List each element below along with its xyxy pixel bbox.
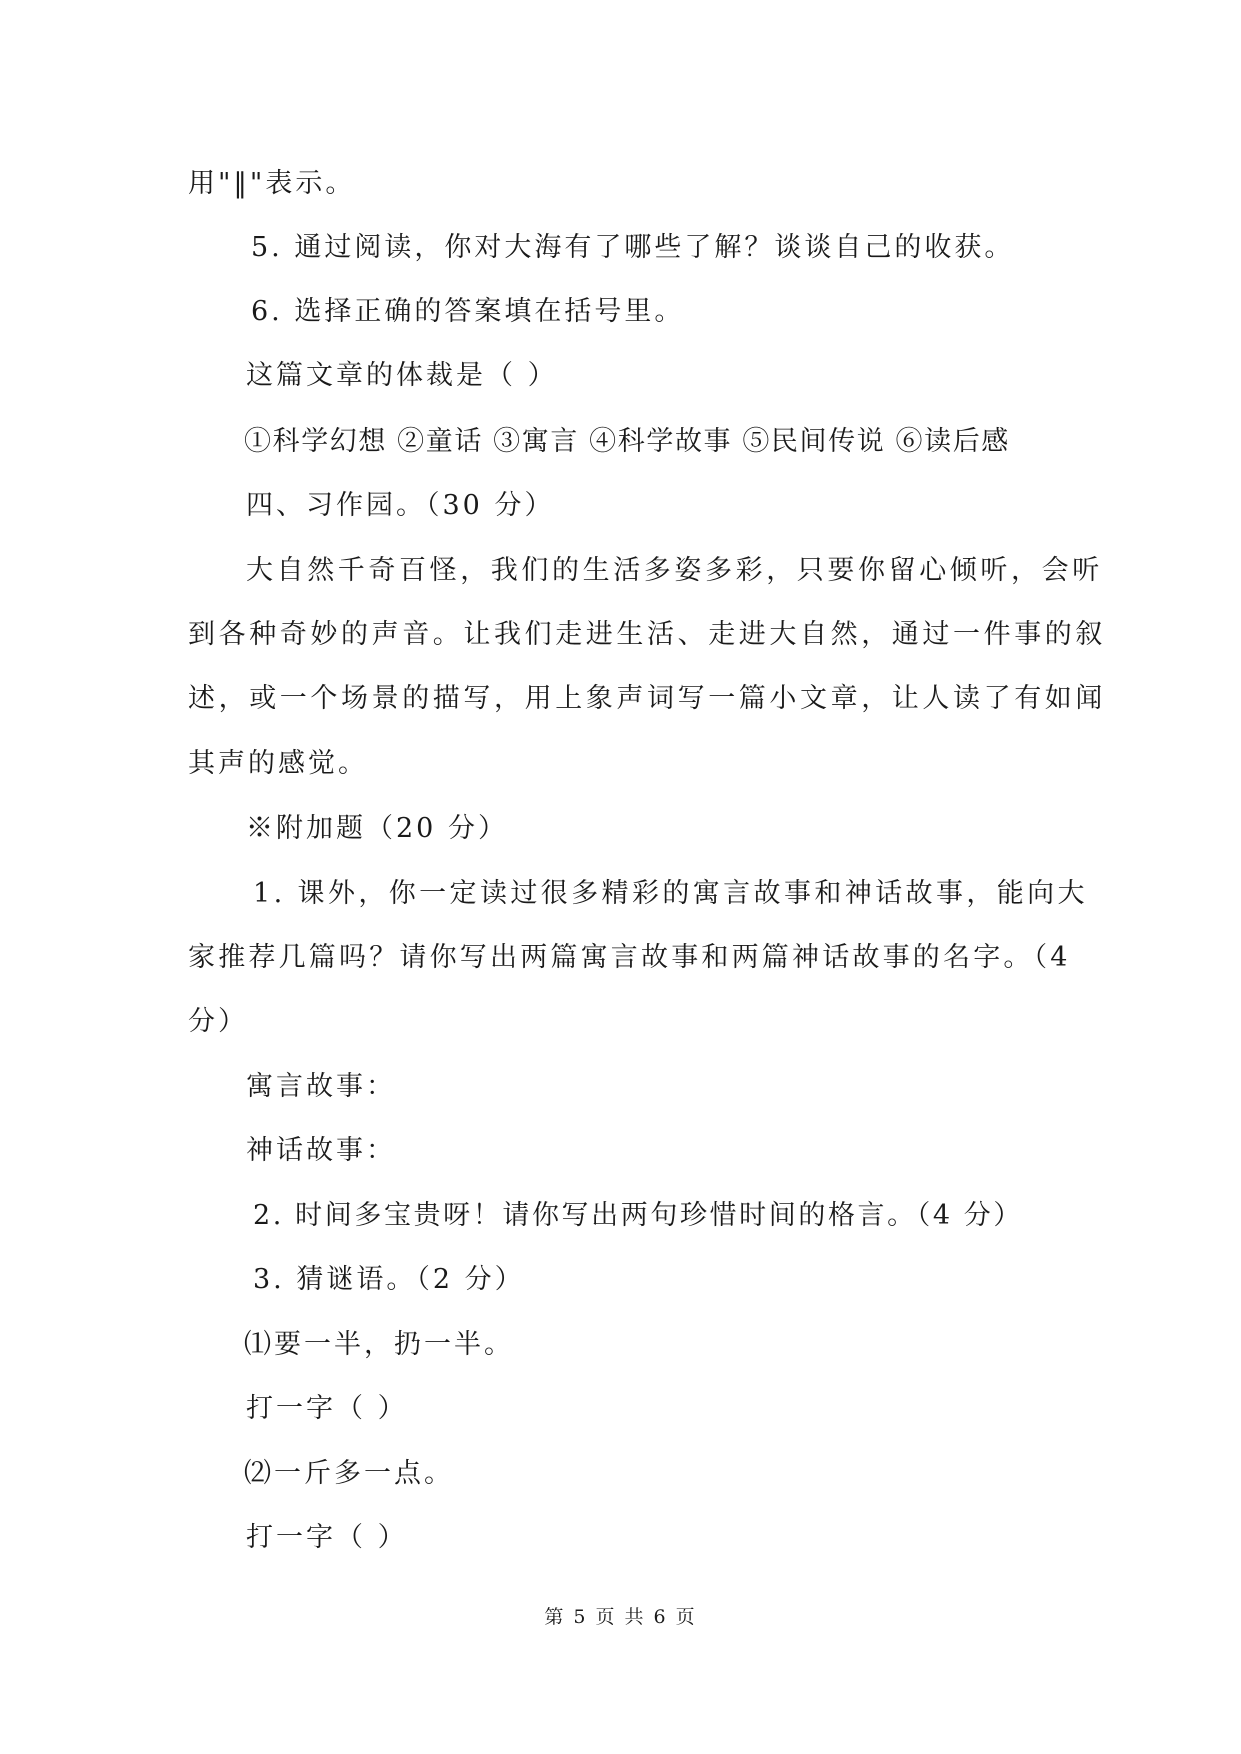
text-line-8: 到各种奇妙的声音。让我们走进生活、走进大自然，通过一件事的叙 [188, 619, 1106, 650]
answer-options: ①科学幻想 ②童话 ③寓言 ④科学故事 ⑤民间传说 ⑥读后感 [244, 426, 1010, 457]
text-line-13: 家推荐几篇吗？请你写出两篇寓言故事和两篇神话故事的名字。（4 [188, 942, 1071, 973]
bonus-question-1: 1. 课外，你一定读过很多精彩的寓言故事和神话故事，能向大 [253, 878, 1088, 909]
riddle-1: ⑴要一半，扔一半。 [244, 1329, 514, 1360]
text-line-9: 述，或一个场景的描写，用上象声词写一篇小文章，让人读了有如闻 [188, 683, 1106, 714]
text-line-4: 这篇文章的体裁是（ ） [246, 360, 558, 391]
riddle-1-answer: 打一字（ ） [246, 1393, 408, 1424]
text-line-14: 分） [188, 1006, 248, 1037]
page-footer: 第 5 页 共 6 页 [544, 1606, 697, 1628]
riddle-2-answer: 打一字（ ） [246, 1522, 408, 1553]
fable-label: 寓言故事： [246, 1071, 396, 1102]
myth-label: 神话故事： [246, 1135, 396, 1166]
text-line-1: 用"‖"表示。 [188, 168, 356, 199]
text-line-7: 大自然千奇百怪，我们的生活多姿多彩，只要你留心倾听，会听 [246, 555, 1103, 586]
bonus-question-2: 2. 时间多宝贵呀！请你写出两句珍惜时间的格言。（4 分） [253, 1200, 1024, 1231]
bonus-heading: ※附加题（20 分） [246, 813, 508, 844]
question-5: 5. 通过阅读，你对大海有了哪些了解？谈谈自己的收获。 [251, 232, 1015, 263]
bonus-question-3: 3. 猜谜语。（2 分） [253, 1264, 525, 1295]
riddle-2: ⑵一斤多一点。 [244, 1458, 454, 1489]
question-6: 6. 选择正确的答案填在括号里。 [251, 296, 685, 327]
section-heading-4: 四、习作园。（30 分） [246, 490, 555, 521]
text-line-10: 其声的感觉。 [188, 748, 368, 779]
